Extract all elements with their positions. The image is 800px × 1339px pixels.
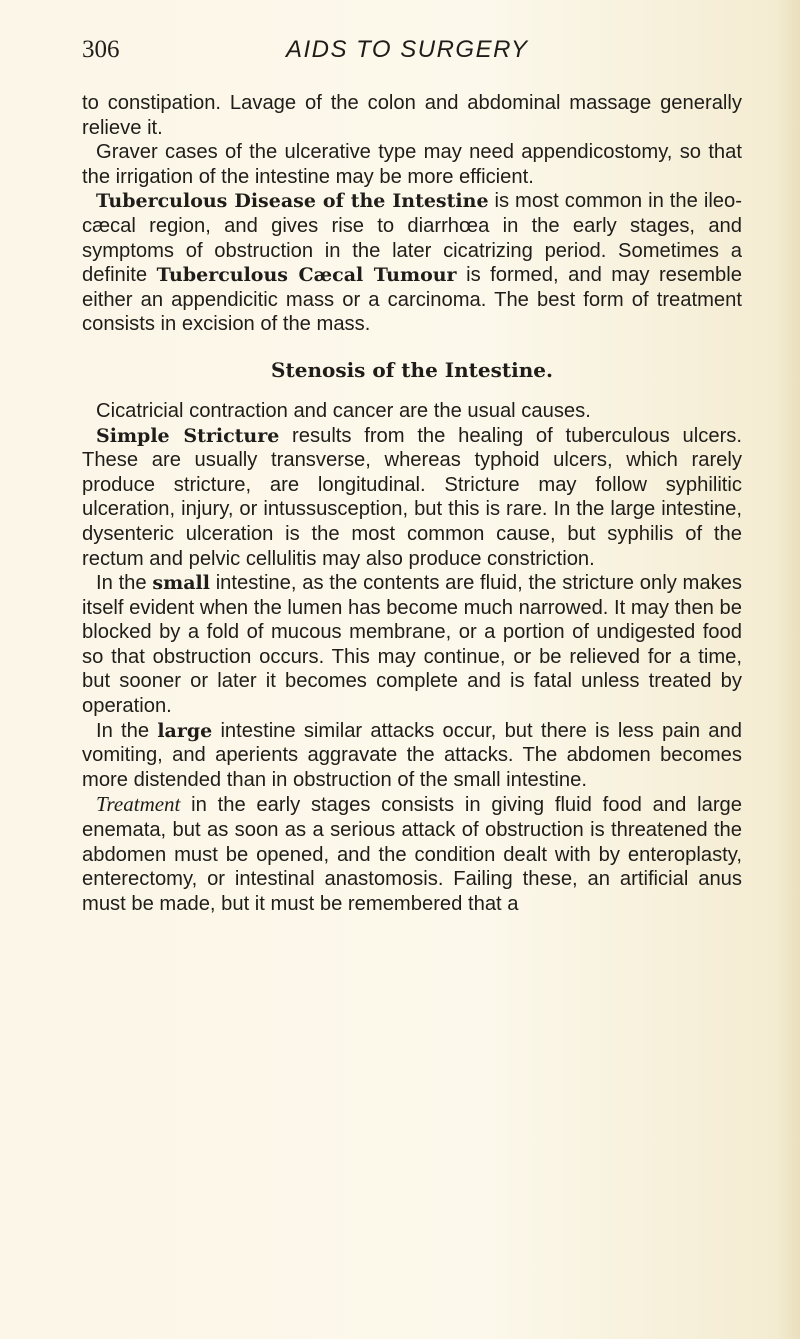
term-large: large bbox=[157, 719, 213, 742]
term-tuberculous-disease: Tuberculous Disease of the Intestine bbox=[96, 190, 489, 213]
body-text bbox=[82, 91, 742, 916]
term-caecal-tumour: Tuberculous Cæcal Tumour bbox=[156, 264, 457, 287]
section-heading: Stenosis of the Intestine. bbox=[271, 357, 553, 382]
paragraph-appendicostomy: Graver cases of the ulcerative type may need appendicostomy, so that the irrigation of the intestine may be more efficient. bbox=[82, 141, 742, 188]
page-header bbox=[82, 36, 742, 70]
running-title: AIDS TO SURGERY bbox=[286, 36, 529, 63]
term-small: small bbox=[152, 572, 210, 595]
page-number: 306 bbox=[82, 36, 120, 63]
paragraph-large-intestine: In the large intestine similar attacks occur, but there is less pain and vomiting, and aperients aggravate the attacks. The abdomen becomes more distended than in obstruction of the small intestine. bbox=[82, 719, 742, 791]
term-simple-stricture: Simple Stricture bbox=[96, 424, 280, 447]
paragraph-simple-stricture: Simple Stricture results from the healing of tuberculous ulcers. These are usually transverse, whereas typhoid ulcers, which rarely produce stricture, are longitudinal. Stricture may follow syphilitic ulceration, injury, or intussusception, but this is rare. In the large intestine, dysenteric ulceration is the most common cause, but syphilis of the rectum and pelvic cellulitis may also produce constriction. bbox=[82, 424, 742, 570]
paragraph-small-intestine: In the small intestine, as the contents are fluid, the stricture only makes itself evident when the lumen has become much narrowed. It may then be blocked by a fold of mucous membrane, or a portion of undigested food so that obstruction occurs. This may continue, or be relieved for a time, but sooner or later it becomes complete and is fatal unless treated by operation. bbox=[82, 572, 743, 718]
paragraph-causes: Cicatricial contraction and cancer are the usual causes. bbox=[96, 399, 591, 422]
paragraph-constipation: to constipation. Lavage of the colon and abdominal massage generally relieve it. bbox=[82, 92, 742, 139]
paragraph-treatment: Treatment in the early stages consists in giving fluid food and large enemata, but as soon as a serious attack of obstruction is threatened the abdomen must be opened, and the condition dealt with by enteroplasty, enterectomy, or intestinal anastomosis. Failing these, an artificial anus must be made, but it must be remembered that a bbox=[82, 792, 742, 915]
term-treatment: Treatment bbox=[96, 792, 181, 817]
paragraph-tuberculous-disease: Tuberculous Disease of the Intestine is most common in the ileo-cæcal region, and gives rise to diarrhœa in the early stages, and symptoms of obstruction in the later cicatrizing period. Sometimes a definite Tuberculous Cæcal Tumour is formed, and may resemble either an appendicitic mass or a carcinoma. The best form of treatment consists in excision of the mass. bbox=[82, 190, 742, 336]
